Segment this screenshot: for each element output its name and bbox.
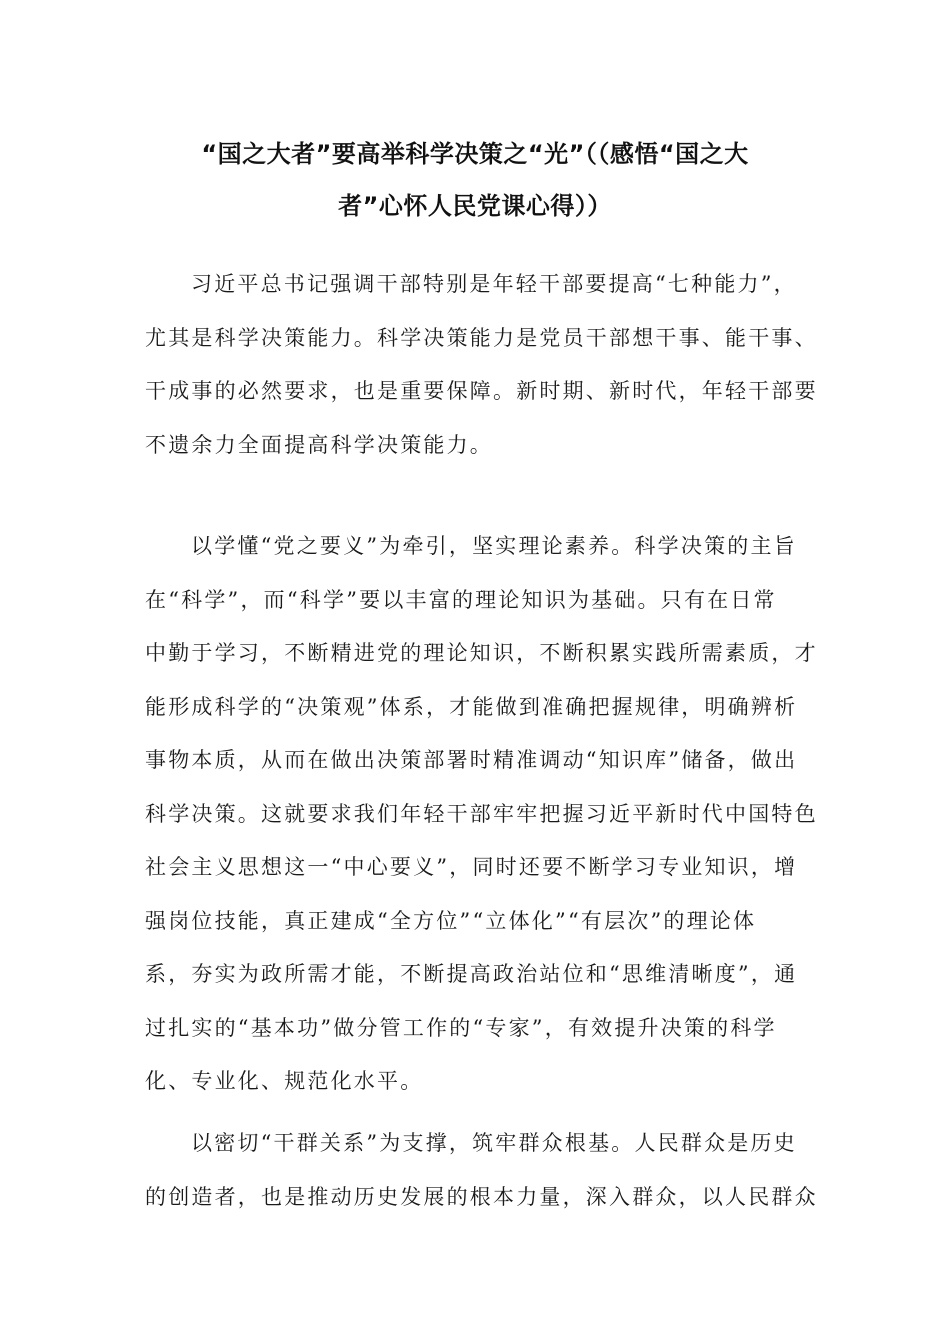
paragraph-1 bbox=[145, 258, 818, 472]
text-line: 在“科学”，而“科学”要以丰富的理论知识为基础。只有在日常 bbox=[145, 587, 777, 612]
text-line: 化、专业化、规范化水平。 bbox=[145, 1069, 424, 1093]
title-line: 者”心怀人民党课心得）） bbox=[338, 192, 612, 220]
text-line: 的创造者，也是推动历史发展的根本力量，深入群众，以人民群众 bbox=[145, 1184, 818, 1209]
text-line: 强岗位技能，真正建成“全方位”“立体化”“有层次”的理论体 bbox=[145, 908, 757, 933]
text-line: 过扎实的“基本功”做分管工作的“专家”，有效提升决策的科学 bbox=[145, 1015, 777, 1040]
text-line: 以学懂“党之要义”为牵引，坚实理论素养。科学决策的主旨 bbox=[191, 534, 797, 558]
text-line: 能形成科学的“决策观”体系，才能做到准确把握规律，明确辨析 bbox=[145, 694, 798, 719]
document-title bbox=[145, 128, 805, 232]
text-line: 科学决策。这就要求我们年轻干部牢牢把握习近平新时代中国特色 bbox=[145, 801, 818, 826]
text-line: 不遗余力全面提高科学决策能力。 bbox=[145, 432, 493, 457]
text-line: 以密切“干群关系”为支撑，筑牢群众根基。人民群众是历史 bbox=[191, 1131, 797, 1155]
text-line: 习近平总书记强调干部特别是年轻干部要提高“七种能力”， bbox=[191, 272, 797, 296]
paragraph-2 bbox=[145, 520, 818, 1109]
text-line: 事物本质，从而在做出决策部署时精准调动“知识库”储备，做出 bbox=[145, 748, 798, 772]
text-line: 系，夯实为政所需才能，不断提高政治站位和“思维清晰度”，通 bbox=[145, 962, 798, 986]
title-line: “国之大者”要高举科学决策之“光”（（感悟“国之大 bbox=[201, 140, 749, 168]
text-line: 中勤于学习，不断精进党的理论知识，不断积累实践所需素质，才 bbox=[145, 641, 818, 665]
text-line: 社会主义思想这一“中心要义”，同时还要不断学习专业知识，增 bbox=[145, 855, 798, 879]
text-line: 尤其是科学决策能力。科学决策能力是党员干部想干事、能干事、 bbox=[145, 325, 818, 350]
paragraph-3 bbox=[145, 1117, 818, 1224]
text-line: 干成事的必然要求，也是重要保障。新时期、新时代，年轻干部要 bbox=[145, 379, 818, 403]
